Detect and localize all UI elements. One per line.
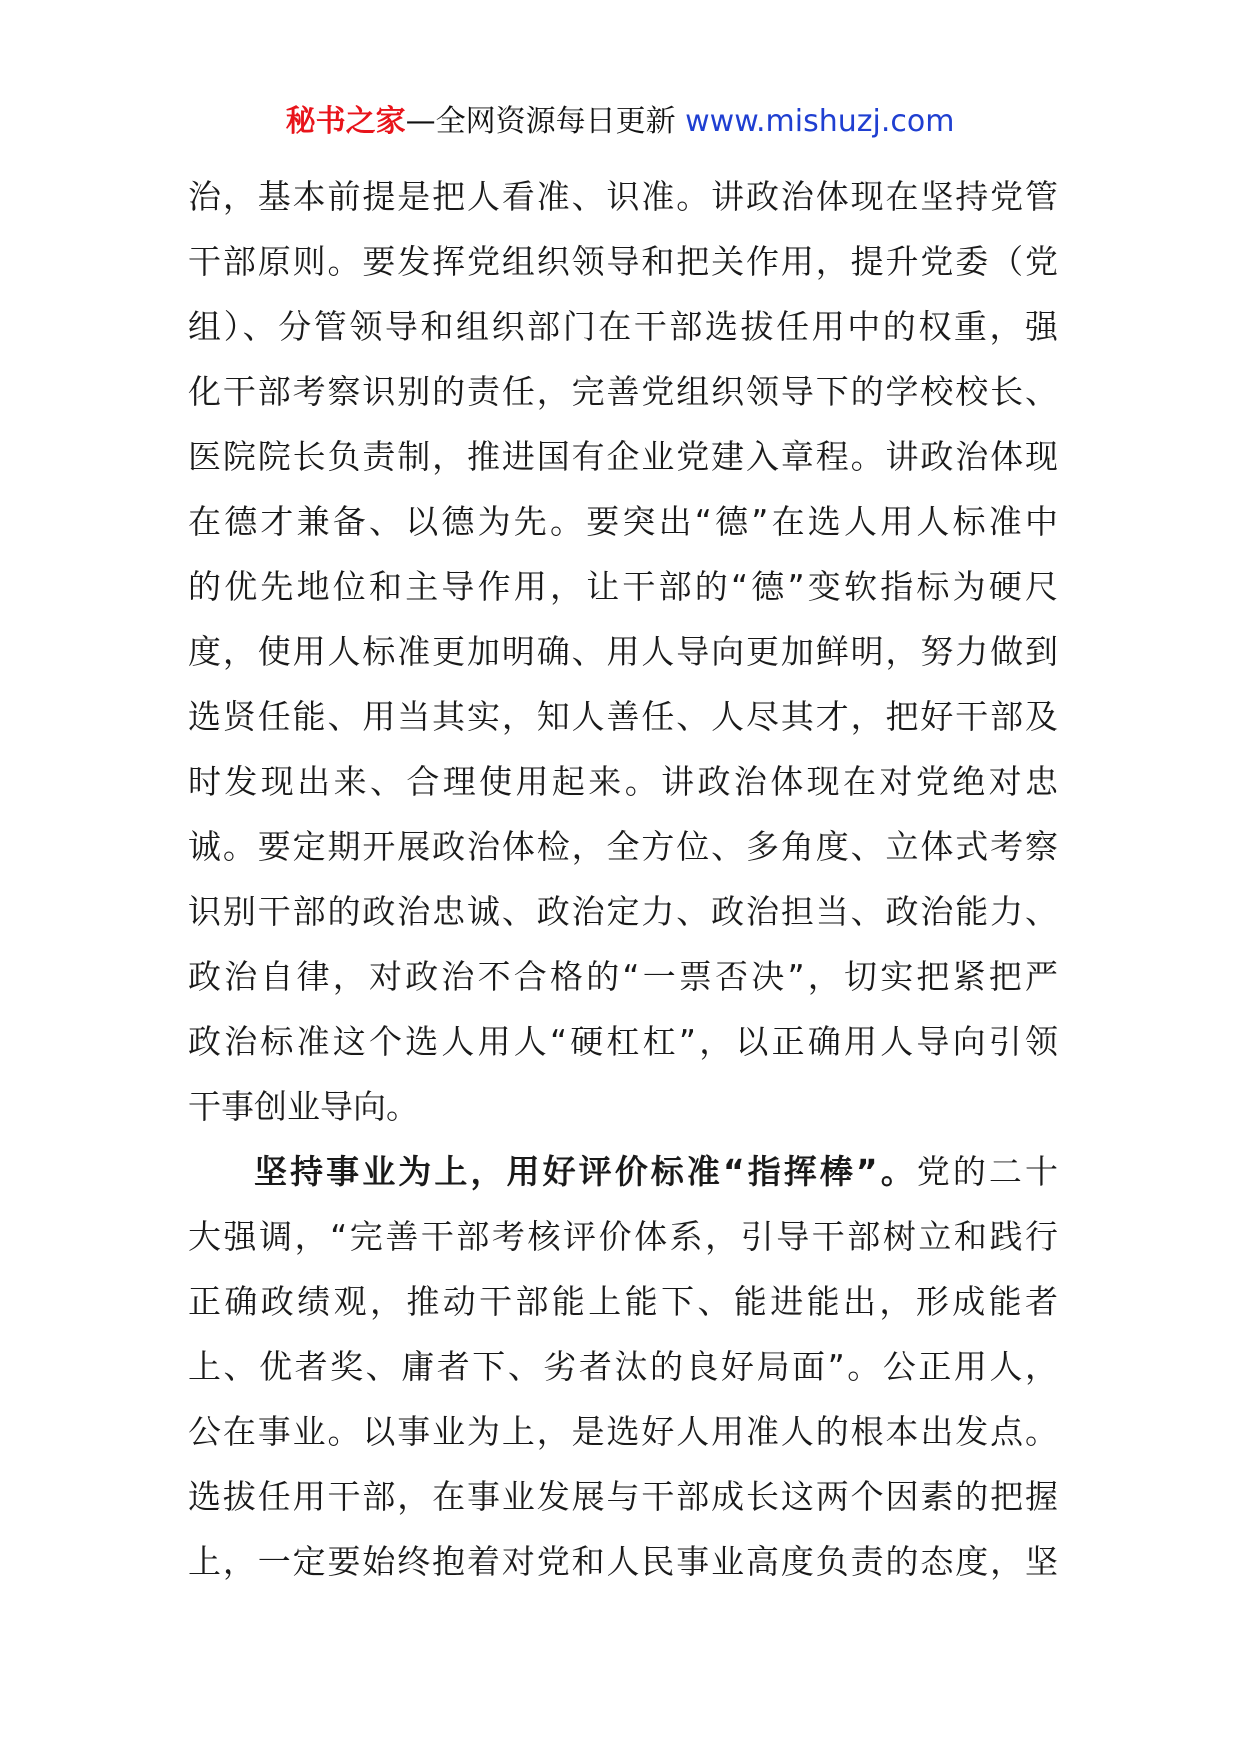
document-body [188,164,1058,1594]
paragraph-2 [188,1139,1058,1594]
text-line: 化干部考察识别的责任，完善党组织领导下的学校校长、 [188,372,1058,411]
section-heading: 坚持事业为上，用好评价标准“指挥棒”。 [254,1152,917,1191]
text-line: 干部原则。要发挥党组织领导和把关作用，提升党委（党 [188,242,1058,281]
text-line: 时发现出来、合理使用起来。讲政治体现在对党绝对忠 [188,762,1058,801]
text-line: 的优先地位和主导作用，让干部的“德”变软指标为硬尺 [188,567,1058,606]
paragraph-1 [188,164,1058,1139]
text-line: 干事创业导向。 [188,1087,419,1126]
header-tagline: —全网资源每日更新 [405,104,686,139]
text-line: 公在事业。以事业为上，是选好人用准人的根本出发点。 [188,1412,1058,1451]
text-line: 政治自律，对政治不合格的“一票否决”，切实把紧把严 [188,957,1058,996]
text-line: 在德才兼备、以德为先。要突出“德”在选人用人标准中 [188,502,1058,541]
brand-name: 秘书之家 [285,104,406,139]
text-line: 诚。要定期开展政治体检，全方位、多角度、立体式考察 [188,827,1058,866]
paragraph-heading-line [188,1139,1058,1204]
text-line: 选拔任用干部，在事业发展与干部成长这两个因素的把握 [188,1477,1058,1516]
text-line: 政治标准这个选人用人“硬杠杠”，以正确用人导向引领 [188,1022,1058,1061]
text-line: 正确政绩观，推动干部能上能下、能进能出，形成能者 [188,1282,1058,1321]
text-line: 治，基本前提是把人看准、识准。讲政治体现在坚持党管 [188,177,1058,216]
text-line: 选贤任能、用当其实，知人善任、人尽其才，把好干部及 [188,697,1058,736]
text-line: 组）、分管领导和组织部门在干部选拔任用中的权重，强 [188,307,1058,346]
text-line: 医院院长负责制，推进国有企业党建入章程。讲政治体现 [188,437,1058,476]
text-line: 识别干部的政治忠诚、政治定力、政治担当、政治能力、 [188,892,1058,931]
text-line: 大强调，“完善干部考核评价体系，引导干部树立和践行 [188,1217,1058,1256]
text-line: 上，一定要始终抱着对党和人民事业高度负责的态度，坚 [188,1542,1058,1581]
site-url[interactable]: www.mishuzj.com [685,104,955,139]
text-line: 度，使用人标准更加明确、用人导向更加鲜明，努力做到 [188,632,1058,671]
heading-line-rest: 党的二十 [916,1152,1058,1191]
page-header [0,100,1240,144]
text-line: 上、优者奖、庸者下、劣者汰的良好局面”。公正用人， [188,1347,1058,1386]
